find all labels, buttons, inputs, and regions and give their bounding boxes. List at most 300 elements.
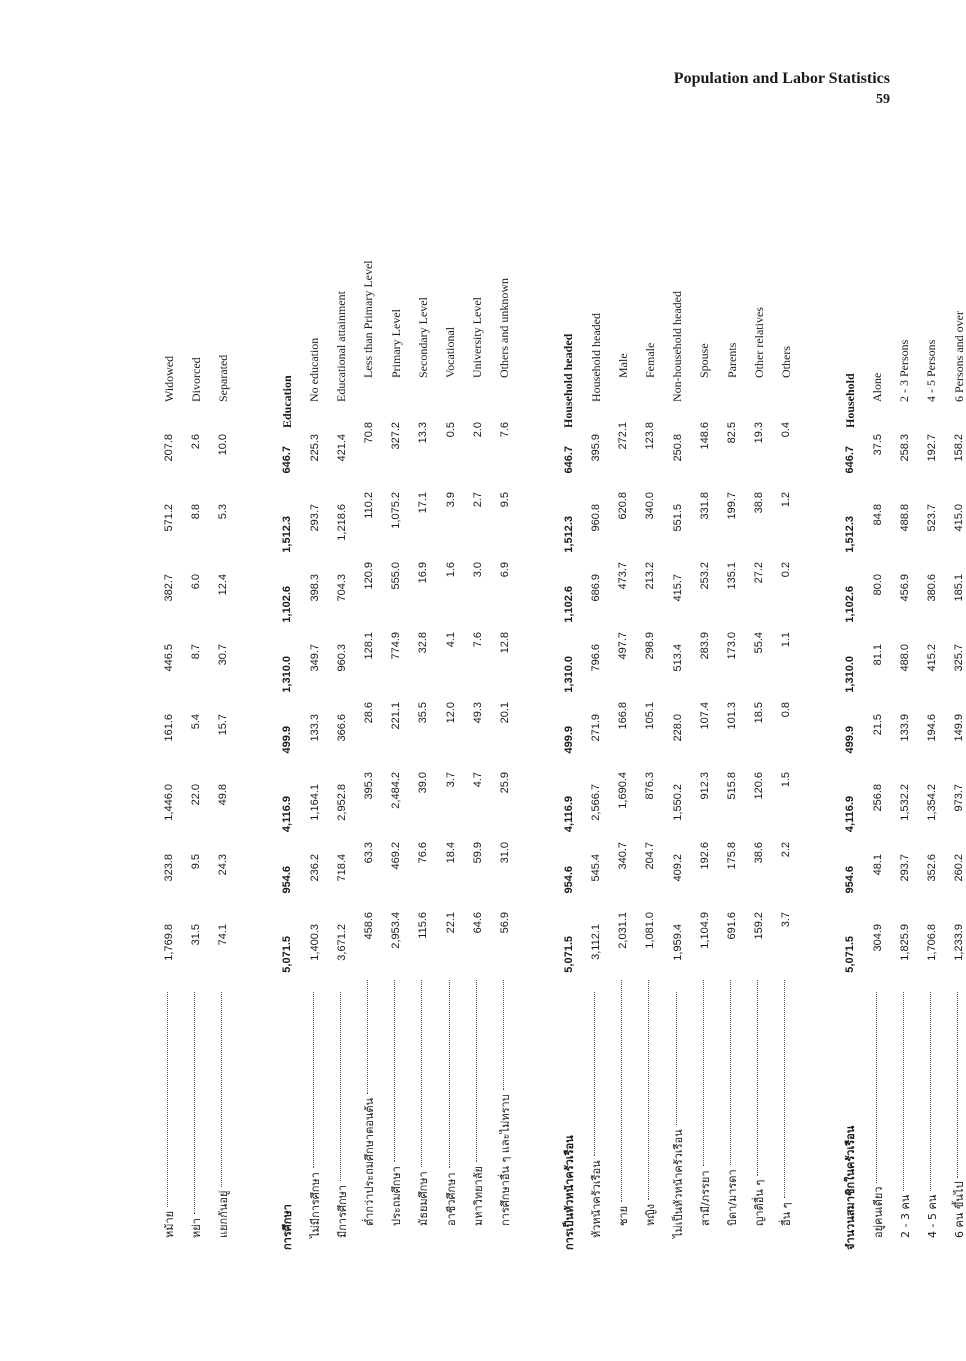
- english-row-label: Widowed: [161, 355, 176, 402]
- table-cell: 28.6: [362, 702, 375, 724]
- table-cell: 24.3: [217, 854, 230, 876]
- table-cell: 17.1: [417, 492, 430, 514]
- table-cell: 1,446.0: [163, 784, 175, 821]
- english-row-label: Others and unknown: [497, 278, 512, 378]
- table-row: [212, 170, 234, 1250]
- table-cell: 704.3: [335, 574, 348, 602]
- table-cell: 1,104.9: [698, 912, 711, 949]
- table-cell: 523.7: [925, 504, 938, 532]
- table-row: [721, 170, 743, 1250]
- thai-label-text: หัวหน้าครัวเรือน: [590, 1160, 604, 1238]
- table-cell: 173.0: [726, 632, 739, 660]
- table-cell: 166.8: [617, 702, 630, 730]
- thai-label-text: ชาย: [617, 1205, 631, 1226]
- leader-dots: [756, 980, 758, 1176]
- table-section-row: [276, 170, 298, 1250]
- table-cell: 0.5: [444, 422, 457, 438]
- thai-label-text: ญาติอื่น ๆ: [753, 1179, 767, 1226]
- leader-dots: [620, 980, 622, 1202]
- table-cell: 488.8: [898, 504, 911, 532]
- thai-row-label: [412, 976, 434, 1250]
- table-row: [358, 170, 380, 1250]
- leader-dots: [366, 980, 368, 1094]
- table-cell: 298.9: [644, 632, 657, 660]
- thai-row-label: [612, 976, 634, 1250]
- table-cell: 0.4: [780, 422, 793, 438]
- table-cell: 796.6: [590, 644, 603, 672]
- table-cell: 59.9: [471, 842, 484, 864]
- thai-row-label: [358, 976, 380, 1250]
- table-cell: 876.3: [644, 772, 657, 800]
- thai-label-text: การศึกษา: [281, 1204, 295, 1250]
- table-cell: 1,706.8: [925, 924, 938, 961]
- thai-row-label: [867, 988, 889, 1250]
- running-head-title: Population and Labor Statistics: [673, 70, 890, 87]
- thai-row-label: [440, 976, 462, 1250]
- table-row: [185, 170, 207, 1250]
- thai-row-label: [585, 988, 607, 1250]
- table-cell: 1,218.6: [335, 504, 348, 541]
- leader-dots: [675, 992, 677, 1125]
- leader-dots: [502, 980, 504, 1090]
- table-cell: 395.3: [362, 772, 375, 800]
- table-cell: 327.2: [390, 422, 403, 450]
- table-cell: 6.0: [190, 574, 203, 590]
- thai-label-text: หย่า: [190, 1218, 204, 1238]
- table-row: [921, 170, 943, 1250]
- english-row-label: Less than Primary Level: [361, 260, 376, 378]
- thai-label-text: มหาวิทยาลัย: [471, 1166, 485, 1226]
- table-cell: 1,512.3: [562, 516, 575, 553]
- table-cell: 133.9: [898, 714, 911, 742]
- table-cell: 3,671.2: [335, 924, 348, 961]
- table-cell: 5.4: [190, 714, 203, 730]
- table-cell: 686.9: [590, 574, 603, 602]
- table-cell: 352.6: [925, 854, 938, 882]
- table-cell: 20.1: [498, 702, 511, 724]
- table-row: [412, 170, 434, 1250]
- table-cell: 15.7: [217, 714, 230, 736]
- table-cell: 499.9: [281, 726, 294, 754]
- table-cell: 293.7: [308, 504, 321, 532]
- leader-dots: [312, 992, 314, 1168]
- table-cell: 1,512.3: [281, 516, 294, 553]
- table-cell: 446.5: [163, 644, 175, 672]
- english-row-label: University Level: [470, 297, 485, 378]
- table-cell: 115.6: [417, 912, 430, 939]
- table-cell: 3.9: [444, 492, 457, 508]
- table-row: [894, 170, 916, 1250]
- leader-dots: [166, 992, 168, 1207]
- table-row: [585, 170, 607, 1250]
- table-cell: 192.7: [925, 434, 938, 462]
- thai-label-text: หม้าย: [163, 1210, 176, 1238]
- table-cell: 204.7: [644, 842, 657, 870]
- table-cell: 49.8: [217, 784, 230, 806]
- table-cell: 84.8: [871, 504, 884, 526]
- table-cell: 81.1: [871, 644, 884, 666]
- thai-row-label: [212, 988, 234, 1250]
- table-cell: 0.8: [780, 702, 793, 718]
- table-cell: 9.5: [190, 854, 203, 870]
- table-cell: 499.9: [562, 726, 575, 754]
- table-cell: 293.7: [898, 854, 911, 882]
- english-row-label: Female: [642, 342, 657, 378]
- table-cell: 960.8: [590, 504, 603, 532]
- table-cell: 415.2: [925, 644, 938, 672]
- thai-label-text: ไม่เป็นหัวหน้าครัวเรือน: [671, 1129, 685, 1238]
- table-cell: 250.8: [671, 434, 684, 462]
- thai-label-text: 2 - 3 คน: [898, 1194, 912, 1238]
- table-cell: 128.1: [362, 632, 375, 660]
- table-cell: 646.7: [562, 446, 575, 474]
- table-cell: 0.2: [780, 562, 793, 578]
- table-cell: 1,769.8: [163, 924, 175, 961]
- table-row: [639, 170, 661, 1250]
- thai-label-text: ประถมศึกษา: [390, 1166, 404, 1226]
- table-cell: 55.4: [753, 632, 766, 654]
- thai-row-label: [921, 988, 943, 1250]
- table-cell: 74.1: [217, 924, 230, 946]
- table-cell: 194.6: [925, 714, 938, 742]
- table-cell: 272.1: [617, 422, 630, 450]
- table-cell: 123.8: [644, 422, 657, 450]
- table-row: [494, 170, 516, 1250]
- english-row-label: Male: [615, 353, 630, 378]
- table-cell: 1,354.2: [925, 784, 938, 821]
- english-row-label: 2 - 3 Persons: [897, 339, 912, 402]
- table-cell: 35.5: [417, 702, 430, 724]
- table-cell: 1,164.1: [308, 784, 321, 821]
- table-cell: 2,952.8: [335, 784, 348, 821]
- table-cell: 82.5: [726, 422, 739, 444]
- table-cell: 304.9: [871, 924, 884, 952]
- thai-label-text: การศึกษาอื่น ๆ และไม่ทราบ: [498, 1094, 512, 1226]
- table-cell: 4.7: [471, 772, 484, 788]
- table-cell: 135.1: [726, 562, 739, 590]
- table-row: [948, 170, 966, 1250]
- table-row: [775, 170, 797, 1250]
- table-cell: 2.0: [471, 422, 484, 438]
- table-cell: 3.7: [444, 772, 457, 788]
- table-cell: 4,116.9: [281, 796, 294, 833]
- thai-row-label: [721, 976, 743, 1250]
- table-cell: 12.4: [217, 574, 230, 596]
- leader-dots: [729, 980, 731, 1165]
- thai-row-label: [558, 1000, 580, 1250]
- table-cell: 120.9: [362, 562, 375, 590]
- table-cell: 3.0: [471, 562, 484, 578]
- table-cell: 149.9: [953, 714, 966, 742]
- table-cell: 954.6: [281, 866, 294, 894]
- table-cell: 38.8: [753, 492, 766, 514]
- table-row: [385, 170, 407, 1250]
- thai-row-label: [304, 988, 326, 1250]
- table-cell: 2,484.2: [390, 772, 403, 809]
- table-cell: 22.1: [444, 912, 457, 934]
- table-cell: 1.6: [444, 562, 457, 578]
- thai-row-label: [948, 988, 966, 1250]
- table-cell: 323.8: [163, 854, 175, 882]
- table-cell: 456.9: [898, 574, 911, 602]
- table-section-row: [558, 170, 580, 1250]
- table-cell: 105.1: [644, 702, 657, 730]
- table-cell: 5,071.5: [562, 936, 575, 973]
- thai-row-label: [331, 988, 353, 1250]
- table-cell: 9.5: [498, 492, 511, 508]
- table-cell: 1,310.0: [281, 656, 294, 693]
- leader-dots: [475, 980, 477, 1162]
- table-cell: 56.9: [498, 912, 511, 934]
- table-cell: 207.8: [163, 434, 175, 462]
- table-cell: 331.8: [698, 492, 711, 520]
- english-row-label: Other relatives: [751, 307, 766, 378]
- leader-dots: [393, 980, 395, 1162]
- table-cell: 415.0: [953, 504, 966, 532]
- table-cell: 120.6: [753, 772, 766, 800]
- table-cell: 18.5: [753, 702, 766, 724]
- thai-row-label: [385, 976, 407, 1250]
- english-row-label: Education: [279, 375, 294, 428]
- table-row: [612, 170, 634, 1250]
- table-cell: 31.5: [190, 924, 203, 946]
- leader-dots: [339, 992, 341, 1181]
- table-cell: 395.9: [590, 434, 603, 462]
- table-cell: 221.1: [390, 702, 403, 730]
- table-cell: 2.7: [471, 492, 484, 508]
- table-cell: 80.0: [871, 574, 884, 596]
- table-cell: 620.8: [617, 492, 630, 520]
- english-row-label: Others: [778, 346, 793, 378]
- thai-row-label: [276, 1000, 298, 1250]
- english-row-label: Spouse: [697, 343, 712, 378]
- table-cell: 912.3: [698, 772, 711, 800]
- table-row: [667, 170, 689, 1250]
- table-row: [867, 170, 889, 1250]
- table-cell: 2,566.7: [590, 784, 603, 821]
- table-cell: 551.5: [671, 504, 684, 532]
- english-row-label: Household: [842, 373, 857, 428]
- table-cell: 110.2: [362, 492, 375, 519]
- table-cell: 27.2: [753, 562, 766, 584]
- thai-label-text: ต่ำกว่าประถมศึกษาตอนต้น: [362, 1097, 376, 1226]
- leader-dots: [875, 992, 877, 1183]
- english-row-label: Divorced: [188, 357, 203, 402]
- table-cell: 513.4: [671, 644, 684, 672]
- table-cell: 101.3: [726, 702, 739, 730]
- table-cell: 1,310.0: [844, 656, 857, 693]
- table-cell: 49.3: [471, 702, 484, 724]
- english-row-label: Household headed: [561, 333, 576, 428]
- table-cell: 774.9: [390, 632, 403, 660]
- table-cell: 16.9: [417, 562, 430, 584]
- table-row: [467, 170, 489, 1250]
- table-cell: 340.7: [617, 842, 630, 870]
- table-cell: 159.2: [753, 912, 766, 940]
- table-cell: 954.6: [844, 866, 857, 894]
- table-cell: 8.7: [190, 644, 203, 660]
- table-cell: 12.8: [498, 632, 511, 654]
- table-cell: 175.8: [726, 842, 739, 870]
- table-cell: 37.5: [871, 434, 884, 456]
- table-cell: 4,116.9: [562, 796, 575, 833]
- table-cell: 499.9: [844, 726, 857, 754]
- table-cell: 228.0: [671, 714, 684, 742]
- table-row: [694, 170, 716, 1250]
- thai-label-text: หญิง: [644, 1204, 658, 1226]
- thai-row-label: [467, 976, 489, 1250]
- table-cell: 1,690.4: [617, 772, 630, 809]
- running-head: [674, 70, 890, 108]
- table-cell: 133.3: [308, 714, 321, 742]
- thai-row-label: [694, 976, 716, 1250]
- table-cell: 22.0: [190, 784, 203, 806]
- table-cell: 1,512.3: [844, 516, 857, 553]
- table-cell: 32.8: [417, 632, 430, 654]
- table-cell: 691.6: [726, 912, 739, 940]
- table-cell: 5,071.5: [281, 936, 294, 973]
- table-cell: 185.1: [953, 574, 966, 602]
- table-cell: 3.7: [780, 912, 793, 928]
- english-row-label: Primary Level: [388, 309, 403, 378]
- table-cell: 325.7: [953, 644, 966, 672]
- thai-label-text: บิดา/มารดา: [726, 1169, 740, 1226]
- table-cell: 7.6: [471, 632, 484, 648]
- table-cell: 148.6: [698, 422, 711, 450]
- thai-row-label: [894, 988, 916, 1250]
- table-cell: 3,112.1: [590, 924, 603, 960]
- table-cell: 398.3: [308, 574, 321, 602]
- table-cell: 18.4: [444, 842, 457, 864]
- table-cell: 236.2: [308, 854, 321, 882]
- english-row-label: Vocational: [443, 326, 458, 378]
- table-cell: 421.4: [335, 434, 348, 462]
- table-cell: 349.7: [308, 644, 321, 672]
- english-row-label: Educational attainment: [334, 291, 349, 402]
- table-cell: 256.8: [871, 784, 884, 812]
- table-cell: 260.2: [953, 854, 966, 882]
- thai-label-text: การเป็นหัวหน้าครัวเรือน: [562, 1135, 576, 1250]
- table-cell: 271.9: [590, 714, 603, 742]
- thai-row-label: [639, 976, 661, 1250]
- table-cell: 7.6: [498, 422, 511, 438]
- table-cell: 718.4: [335, 854, 348, 882]
- table-cell: 10.0: [217, 434, 230, 456]
- thai-label-text: มีการศึกษา: [335, 1184, 349, 1238]
- table-cell: 253.2: [698, 562, 711, 590]
- english-row-label: Alone: [870, 372, 885, 402]
- table-cell: 1,550.2: [671, 784, 684, 821]
- table-cell: 1,532.2: [898, 784, 911, 821]
- table-cell: 458.6: [362, 912, 375, 940]
- table-cell: 545.4: [590, 854, 603, 882]
- table-cell: 158.2: [953, 434, 966, 462]
- leader-dots: [448, 980, 450, 1169]
- table-cell: 31.0: [498, 842, 511, 864]
- table-cell: 213.2: [644, 562, 657, 590]
- table-cell: 646.7: [281, 446, 294, 474]
- table-cell: 64.6: [471, 912, 484, 934]
- table-row: [158, 170, 180, 1250]
- table-cell: 2,953.4: [390, 912, 403, 949]
- table-cell: 1,825.9: [898, 924, 911, 961]
- table-cell: 1,102.6: [844, 586, 857, 623]
- table-cell: 1,102.6: [281, 586, 294, 623]
- table-cell: 4,116.9: [844, 796, 857, 833]
- table-cell: 469.2: [390, 842, 403, 870]
- thai-row-label: [158, 988, 180, 1250]
- table-cell: 12.0: [444, 702, 457, 724]
- table-cell: 380.6: [925, 574, 938, 602]
- table-cell: 25.9: [498, 772, 511, 794]
- table-cell: 646.7: [844, 446, 857, 474]
- thai-label-text: อาชีวศึกษา: [444, 1172, 458, 1226]
- thai-row-label: [775, 976, 797, 1250]
- leader-dots: [783, 980, 785, 1198]
- table-cell: 5,071.5: [844, 936, 857, 973]
- table-cell: 1.1: [780, 632, 793, 648]
- table-cell: 340.0: [644, 492, 657, 520]
- table-cell: 283.9: [698, 632, 711, 660]
- thai-label-text: มัธยมศึกษา: [417, 1171, 431, 1226]
- table-cell: 1,233.9: [953, 924, 966, 961]
- leader-dots: [647, 980, 649, 1200]
- thai-label-text: อื่น ๆ: [780, 1202, 794, 1226]
- table-cell: 366.6: [335, 714, 348, 742]
- table-cell: 8.8: [190, 504, 203, 520]
- table-cell: 571.2: [163, 504, 175, 532]
- table-cell: 488.0: [898, 644, 911, 672]
- table-cell: 6.9: [498, 562, 511, 578]
- table-cell: 415.7: [671, 574, 684, 602]
- table-cell: 1,102.6: [562, 586, 575, 623]
- table-cell: 2.6: [190, 434, 203, 450]
- english-row-label: 6 Persons and over: [951, 311, 966, 402]
- thai-label-text: ไม่มีการศึกษา: [308, 1172, 322, 1238]
- table-cell: 1,075.2: [390, 492, 403, 529]
- english-row-label: Household headed: [588, 313, 603, 402]
- table-cell: 473.7: [617, 562, 630, 590]
- table-cell: 1.2: [780, 492, 793, 508]
- table-cell: 258.3: [898, 434, 911, 462]
- table-cell: 30.7: [217, 644, 230, 666]
- english-row-label: 4 - 5 Persons: [924, 339, 939, 402]
- table-cell: 2,031.1: [617, 912, 630, 949]
- table-cell: 954.6: [562, 866, 575, 894]
- leader-dots: [220, 992, 222, 1187]
- thai-row-label: [494, 976, 516, 1250]
- table-cell: 1,959.4: [671, 924, 684, 961]
- table-cell: 1.5: [780, 772, 793, 788]
- table-cell: 76.6: [417, 842, 430, 864]
- table-row: [331, 170, 353, 1250]
- page-number: 59: [876, 92, 890, 107]
- table-cell: 409.2: [671, 854, 684, 882]
- leader-dots: [929, 992, 931, 1191]
- table-cell: 1,400.3: [308, 924, 321, 961]
- table-cell: 225.3: [308, 434, 321, 462]
- thai-row-label: [185, 988, 207, 1250]
- thai-label-text: 4 - 5 คน: [925, 1194, 939, 1238]
- leader-dots: [420, 980, 422, 1167]
- leader-dots: [593, 992, 595, 1156]
- table-row: [304, 170, 326, 1250]
- thai-label-text: แยกกันอยู่: [217, 1190, 231, 1238]
- leader-dots: [702, 980, 704, 1166]
- thai-label-text: อยู่คนเดียว: [871, 1186, 885, 1238]
- table-section-row: [839, 170, 861, 1250]
- table-row: [440, 170, 462, 1250]
